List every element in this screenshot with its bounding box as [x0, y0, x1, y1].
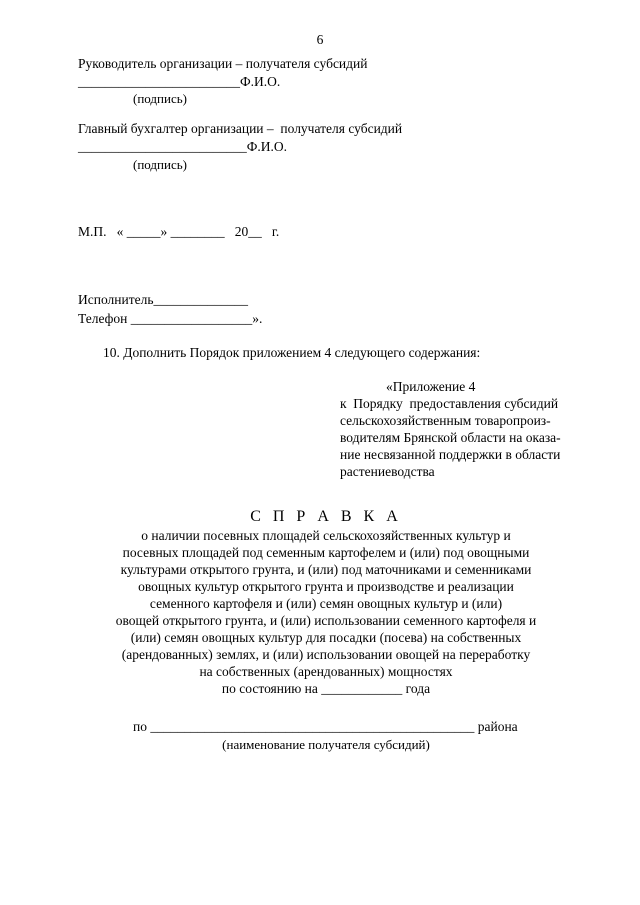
certificate-line: семенного картофеля и (или) семян овощных культур и (или) — [149, 596, 503, 611]
accountant-signature-line: _________________________Ф.И.О. — [78, 139, 288, 154]
appendix-line: водителям Брянской области на оказа- — [340, 430, 561, 445]
certificate-line: посевных площадей под семенным картофелем и (или) под овощными — [122, 545, 530, 560]
certificate-line: (или) семян овощных культур для посадки (посева) на собственных — [130, 630, 522, 645]
head-signature-line: ________________________Ф.И.О. — [78, 74, 281, 89]
certificate-line: (арендованных) землях, и (или) использовании овощей на переработку — [121, 647, 531, 662]
accountant-signature-caption: (подпись) — [133, 157, 187, 172]
certificate-line: овощных культур открытого грунта и производстве и реализации — [138, 579, 514, 594]
certificate-line: овощей открытого грунта, и (или) использовании семенного картофеля и — [115, 613, 537, 628]
head-signature-title: Руководитель организации – получателя субсидий — [78, 56, 368, 71]
appendix-line: растениеводства — [340, 464, 435, 479]
certificate-date-line: по состоянию на ____________ года — [221, 681, 431, 696]
appendix-line: «Приложение 4 — [386, 379, 476, 394]
certificate-line: о наличии посевных площадей сельскохозяйственных культур и — [141, 528, 511, 543]
accountant-signature-title: Главный бухгалтер организации – получателя субсидий — [78, 121, 403, 136]
appendix-line: к Порядку предоставления субсидий — [340, 396, 559, 411]
appendix-line: сельскохозяйственным товаропроиз- — [340, 413, 551, 428]
district-caption: (наименование получателя субсидий) — [222, 737, 430, 752]
head-signature-caption: (подпись) — [133, 91, 187, 106]
stamp-date-line: М.П. « _____» ________ 20__ г. — [78, 224, 280, 239]
appendix-line: ние несвязанной поддержки в области — [340, 447, 561, 462]
certificate-title: С П Р А В К А — [250, 508, 402, 525]
item-10-text: 10. Дополнить Порядок приложением 4 следующего содержания: — [103, 345, 481, 360]
page-number: 6 — [316, 32, 324, 47]
district-line: по ________________________________________________ района — [133, 719, 518, 734]
phone-line: Телефон __________________». — [78, 311, 263, 326]
executor-line: Исполнитель______________ — [78, 292, 249, 307]
certificate-line: на собственных (арендованных) мощностях — [199, 664, 453, 679]
certificate-line: культурами открытого грунта, и (или) под маточниками и семенниками — [120, 562, 532, 577]
